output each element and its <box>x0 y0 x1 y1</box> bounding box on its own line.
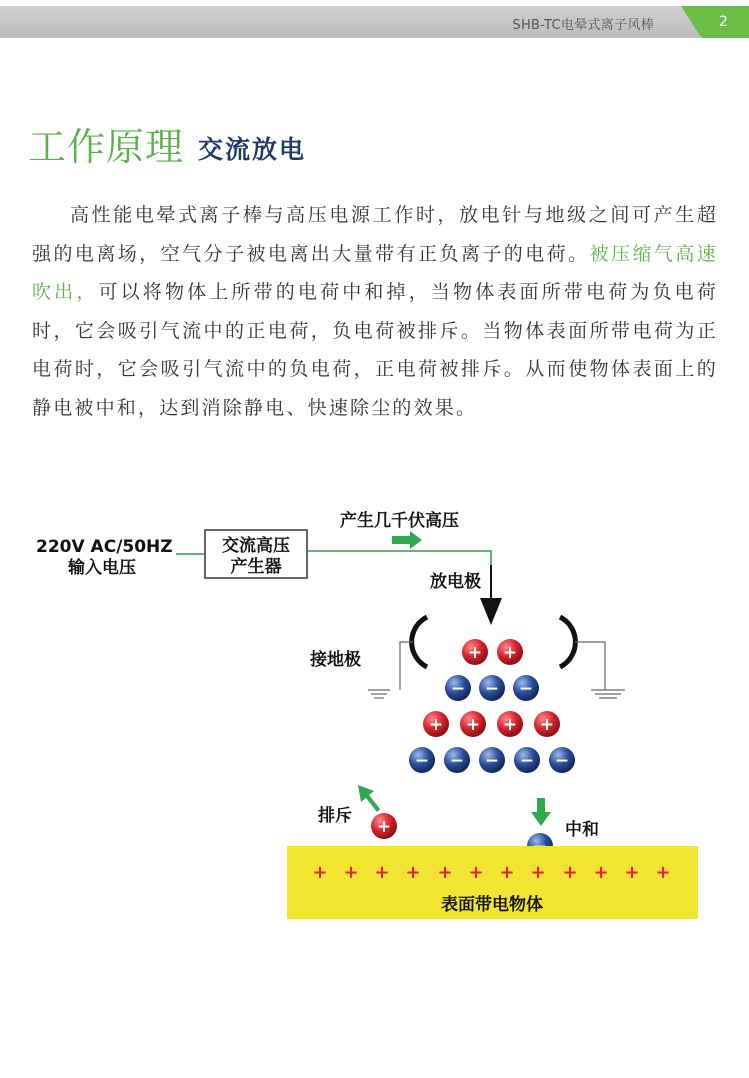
ion-row-1 <box>462 639 523 665</box>
negative-ion-sign: − <box>554 751 570 771</box>
surface-plus: + <box>405 862 421 883</box>
negative-ion-sign: − <box>484 751 500 771</box>
input-voltage-caption: 输入电压 <box>68 558 136 578</box>
positive-ion-sign: + <box>502 715 518 735</box>
surface-label: 表面带电物体 <box>441 895 543 915</box>
surface-plus: + <box>530 862 546 883</box>
positive-ion-sign: + <box>467 643 483 663</box>
surface-plus: + <box>655 862 671 883</box>
header-title: SHB-TC电晕式离子风棒 <box>512 18 654 33</box>
body-text-highlight: 被压缩气高速吹出， <box>32 242 719 303</box>
output-wire <box>307 551 491 565</box>
surface-plus: + <box>437 862 453 883</box>
body-text-part1: 高性能电晕式离子棒与高压电源工作时，放电针与地级之间可产生超强的电离场，空气分子被电离出大量带有正负离子的电荷。 <box>32 204 718 265</box>
discharge-needle-icon <box>480 598 502 625</box>
ion-row-2 <box>445 675 539 701</box>
discharge-electrode-label: 放电极 <box>430 572 481 592</box>
ground-wire-right <box>575 642 605 690</box>
ion-row-4 <box>409 747 575 773</box>
input-voltage-label: 220V AC/50HZ <box>36 537 173 557</box>
negative-ion-sign: − <box>449 751 465 771</box>
neutralize-arrow-icon <box>531 798 551 826</box>
negative-ion-sign: − <box>484 679 500 699</box>
ground-electrode-left-icon <box>412 617 427 667</box>
negative-ion-sign: − <box>450 679 466 699</box>
body-text-part2: 可以将物体上所带的电荷中和掉，当物体表面所带电荷为负电荷时，它会吸引气流中的正电荷，负电荷被排斥。当物体表面所带电荷为正电荷时，它会吸引气流中的负电荷，正电荷被排斥。从而使物体表面上的静电被中和，达到消除静电、快速除尘的效果。 <box>32 281 718 419</box>
section-subtitle: 交流放电 <box>198 135 307 164</box>
surface-plus: + <box>593 862 609 883</box>
neutralize-label: 中和 <box>565 820 599 840</box>
surface-plus: + <box>468 862 484 883</box>
ground-electrode-right-icon <box>560 617 575 667</box>
surface-plus: + <box>374 862 390 883</box>
repelled-positive-ion-sign: + <box>376 817 392 837</box>
positive-ion-sign: + <box>465 715 481 735</box>
negative-ion-sign: − <box>414 751 430 771</box>
positive-ion-sign: + <box>539 715 555 735</box>
ground-electrode-label: 接地极 <box>310 650 361 670</box>
section-title: 工作原理 <box>28 125 185 169</box>
surface-plus: + <box>562 862 578 883</box>
ion-row-3 <box>423 711 560 737</box>
generator-label-line2: 产生器 <box>230 557 282 577</box>
generator-label-line1: 交流高压 <box>222 536 290 556</box>
negative-ion-sign: − <box>518 679 534 699</box>
positive-ion-sign: + <box>428 715 444 735</box>
high-voltage-label: 产生几千伏高压 <box>340 511 459 531</box>
surface-plus: + <box>343 862 359 883</box>
repel-label: 排斥 <box>318 806 352 826</box>
surface-plus: + <box>624 862 640 883</box>
surface-plus: + <box>499 862 515 883</box>
repel-arrow-icon <box>358 785 380 812</box>
page-number: 2 <box>719 14 728 30</box>
negative-ion-sign: − <box>519 751 535 771</box>
surface-plus: + <box>312 862 328 883</box>
positive-ion-sign: + <box>502 643 518 663</box>
high-voltage-arrow-icon <box>392 531 422 549</box>
